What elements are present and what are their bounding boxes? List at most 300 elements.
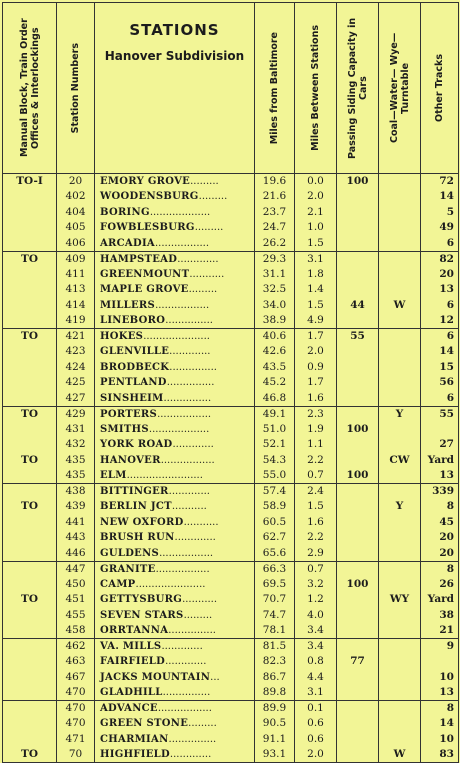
other-tracks-cell: 6 (421, 391, 459, 407)
siding-capacity-cell: 44 (337, 298, 379, 314)
leader-dots: ......... (183, 609, 213, 621)
station-name-cell (95, 360, 255, 376)
station-number-cell: 470 (57, 701, 95, 717)
miles-between-cell: 1.5 (295, 236, 337, 252)
other-tracks-cell: 8 (421, 499, 459, 515)
station-name: SEVEN STARS (100, 609, 184, 621)
station-name-cell (95, 499, 255, 515)
miles-between-cell: 2.0 (295, 747, 337, 763)
other-tracks-cell: 27 (421, 437, 459, 453)
siding-capacity-cell (337, 360, 379, 376)
station-name: ADVANCE (100, 703, 158, 714)
miles-from-baltimore-cell: 89.9 (255, 701, 295, 717)
miles-from-baltimore-cell: 93.1 (255, 747, 295, 763)
station-number-cell: 406 (57, 236, 95, 252)
leader-dots: ............. (169, 346, 211, 358)
siding-capacity-cell (337, 546, 379, 562)
leader-dots: ......... (188, 718, 217, 730)
station-name: PORTERS (100, 408, 158, 420)
other-tracks-cell: Yard (421, 592, 459, 608)
coal-water-cell (379, 577, 421, 593)
leader-dots: ................... (149, 206, 211, 218)
miles-from-baltimore-cell: 90.5 (255, 716, 295, 732)
table-row (3, 313, 459, 329)
office-cell (3, 189, 57, 205)
miles-between-cell: 2.2 (295, 453, 337, 469)
station-name-cell (95, 670, 255, 686)
station-name-cell (95, 685, 255, 701)
station-number-cell: 438 (57, 484, 95, 500)
station-number-cell: 462 (57, 639, 95, 655)
station-number-cell: 471 (57, 732, 95, 748)
leader-dots: ............... (166, 377, 215, 389)
table-row (3, 577, 459, 593)
office-cell (3, 732, 57, 748)
miles-baltimore-header: Miles from Baltimore (255, 3, 295, 174)
station-name-cell (95, 561, 255, 577)
station-name: BRODBECK (100, 361, 170, 373)
other-tracks-cell: 20 (421, 267, 459, 283)
station-name: GRANITE (100, 563, 156, 575)
station-name: PENTLAND (100, 377, 167, 389)
office-cell (3, 298, 57, 314)
miles-between-cell: 1.1 (295, 437, 337, 453)
coal-water-cell: WY (379, 592, 421, 608)
station-name-cell (95, 205, 255, 221)
station-name: GETTYSBURG (100, 594, 183, 606)
header-row (3, 3, 459, 174)
office-cell (3, 623, 57, 639)
station-name: ELM (100, 470, 127, 481)
station-name-cell (95, 577, 255, 593)
other-tracks-cell: 45 (421, 515, 459, 531)
office-cell (3, 344, 57, 360)
other-tracks-cell: 38 (421, 608, 459, 624)
office-cell (3, 716, 57, 732)
station-name-cell (95, 468, 255, 484)
miles-from-baltimore-cell: 45.2 (255, 375, 295, 391)
miles-between-cell: 2.0 (295, 344, 337, 360)
miles-from-baltimore-cell: 43.5 (255, 360, 295, 376)
coal-water-cell (379, 530, 421, 546)
miles-from-baltimore-cell: 54.3 (255, 453, 295, 469)
table-row (3, 220, 459, 236)
station-name-cell (95, 174, 255, 190)
table-row (3, 716, 459, 732)
office-cell (3, 701, 57, 717)
stations-title: STATIONS (129, 21, 220, 39)
station-number-cell: 441 (57, 515, 95, 531)
station-name: GREENMOUNT (100, 268, 190, 280)
siding-capacity-cell (337, 716, 379, 732)
table-row (3, 685, 459, 701)
other-tracks-cell: 72 (421, 174, 459, 190)
office-cell (3, 236, 57, 252)
table-row (3, 747, 459, 763)
station-number-cell: 421 (57, 329, 95, 345)
station-number-cell: 439 (57, 499, 95, 515)
miles-between-cell: 2.9 (295, 546, 337, 562)
station-name-cell (95, 298, 255, 314)
station-name-cell (95, 329, 255, 345)
table-row (3, 468, 459, 484)
station-name-cell (95, 453, 255, 469)
miles-between-cell: 2.2 (295, 530, 337, 546)
station-name: ARCADIA (100, 237, 155, 249)
siding-capacity-cell (337, 670, 379, 686)
other-tracks-cell: 9 (421, 639, 459, 655)
table-row (3, 298, 459, 314)
station-name-cell (95, 716, 255, 732)
leader-dots: ............... (163, 392, 212, 404)
station-name: GLADHILL (100, 687, 163, 698)
other-tracks-cell: 6 (421, 236, 459, 252)
coal-water-cell (379, 623, 421, 639)
miles-from-baltimore-cell: 82.3 (255, 654, 295, 670)
miles-from-baltimore-cell: 34.0 (255, 298, 295, 314)
miles-between-cell: 1.6 (295, 515, 337, 531)
station-name: FOWBLESBURG (100, 222, 195, 234)
table-row (3, 375, 459, 391)
station-number-cell: 427 (57, 391, 95, 407)
miles-from-baltimore-cell: 32.5 (255, 282, 295, 298)
table-row (3, 174, 459, 190)
miles-between-cell: 3.1 (295, 685, 337, 701)
coal-water-cell (379, 313, 421, 329)
other-tracks-cell: 82 (421, 251, 459, 267)
miles-between-header: Miles Between Stations (295, 3, 337, 174)
siding-capacity-cell: 100 (337, 422, 379, 438)
station-number-cell: 411 (57, 267, 95, 283)
leader-dots: ......... (198, 191, 228, 203)
miles-between-cell: 1.9 (295, 422, 337, 438)
office-cell: TO-I (3, 174, 57, 190)
siding-capacity-cell (337, 267, 379, 283)
miles-between-cell: 4.4 (295, 670, 337, 686)
other-tracks-cell: 339 (421, 484, 459, 500)
station-name: HIGHFIELD (100, 749, 170, 760)
miles-between-cell: 3.4 (295, 623, 337, 639)
leader-dots: ............. (169, 749, 212, 760)
miles-from-baltimore-cell: 58.9 (255, 499, 295, 515)
station-name-cell (95, 220, 255, 236)
office-header: Manual Block, Train Order Offices & Interlockings (3, 3, 57, 174)
station-name-cell (95, 654, 255, 670)
miles-between-cell: 1.8 (295, 267, 337, 283)
miles-from-baltimore-cell: 65.6 (255, 546, 295, 562)
miles-between-cell: 0.6 (295, 732, 337, 748)
miles-from-baltimore-cell: 86.7 (255, 670, 295, 686)
office-cell (3, 205, 57, 221)
siding-capacity-cell (337, 639, 379, 655)
leader-dots: ............. (172, 439, 214, 451)
office-cell (3, 282, 57, 298)
coal-water-cell: W (379, 747, 421, 763)
station-name-cell (95, 747, 255, 763)
miles-from-baltimore-cell: 60.5 (255, 515, 295, 531)
station-number-cell: 419 (57, 313, 95, 329)
miles-from-baltimore-cell: 49.1 (255, 406, 295, 422)
station-number-cell: 70 (57, 747, 95, 763)
leader-dots: ........... (189, 268, 225, 280)
miles-from-baltimore-cell: 40.6 (255, 329, 295, 345)
station-number-cell: 423 (57, 344, 95, 360)
miles-from-baltimore-cell: 55.0 (255, 468, 295, 484)
office-cell: TO (3, 453, 57, 469)
siding-capacity-cell: 100 (337, 577, 379, 593)
miles-between-cell: 2.0 (295, 189, 337, 205)
coal-water-cell (379, 732, 421, 748)
other-tracks-cell: 10 (421, 732, 459, 748)
coal-water-cell (379, 220, 421, 236)
coal-water-cell (379, 639, 421, 655)
table-row (3, 670, 459, 686)
station-number-cell: 404 (57, 205, 95, 221)
siding-capacity-cell (337, 406, 379, 422)
miles-between-cell: 1.6 (295, 391, 337, 407)
siding-capacity-cell (337, 453, 379, 469)
office-cell (3, 391, 57, 407)
station-name: BITTINGER (100, 486, 169, 497)
station-name: HAMPSTEAD (100, 253, 178, 265)
siding-capacity-cell (337, 391, 379, 407)
other-tracks-cell: 55 (421, 406, 459, 422)
office-cell: TO (3, 406, 57, 422)
table-row (3, 282, 459, 298)
miles-from-baltimore-cell: 24.7 (255, 220, 295, 236)
miles-between-cell: 0.9 (295, 360, 337, 376)
station-name: SMITHS (100, 423, 149, 435)
coal-water-cell (379, 561, 421, 577)
leader-dots: ............. (161, 641, 203, 652)
siding-capacity-cell (337, 732, 379, 748)
miles-from-baltimore-cell: 31.1 (255, 267, 295, 283)
miles-between-cell: 3.4 (295, 639, 337, 655)
other-tracks-cell: 20 (421, 530, 459, 546)
leader-dots: ............. (168, 486, 210, 497)
siding-capacity-cell (337, 282, 379, 298)
station-name-cell (95, 701, 255, 717)
office-cell (3, 608, 57, 624)
miles-from-baltimore-cell: 69.5 (255, 577, 295, 593)
table-row (3, 623, 459, 639)
station-name-cell (95, 623, 255, 639)
miles-between-cell: 2.3 (295, 406, 337, 422)
station-name: VA. MILLS (100, 641, 162, 652)
coal-water-cell: Y (379, 499, 421, 515)
station-name: ORRTANNA (100, 625, 169, 636)
station-name: WOODENSBURG (100, 191, 199, 203)
station-name-cell (95, 282, 255, 298)
station-name: CAMP (100, 578, 136, 590)
siding-capacity-cell (337, 375, 379, 391)
station-name: YORK ROAD (100, 439, 173, 451)
leader-dots: ............... (162, 687, 211, 698)
station-number-cell: 424 (57, 360, 95, 376)
siding-capacity-cell (337, 236, 379, 252)
siding-capacity-cell (337, 747, 379, 763)
office-cell (3, 530, 57, 546)
leader-dots: ................. (157, 408, 212, 420)
station-name-cell (95, 437, 255, 453)
miles-from-baltimore-cell: 57.4 (255, 484, 295, 500)
leader-dots: ..................... (143, 331, 210, 342)
coal-water-cell (379, 267, 421, 283)
table-row (3, 515, 459, 531)
siding-capacity-cell (337, 515, 379, 531)
station-name: BERLIN JCT (100, 501, 172, 513)
leader-dots: ............... (168, 625, 216, 636)
leader-dots: ................. (155, 237, 210, 249)
table-row (3, 267, 459, 283)
office-cell (3, 639, 57, 655)
table-row (3, 639, 459, 655)
office-cell (3, 561, 57, 577)
other-tracks-cell: 10 (421, 670, 459, 686)
office-cell (3, 422, 57, 438)
station-numbers-header: Station Numbers (57, 3, 95, 174)
leader-dots: ......... (194, 222, 224, 234)
table-row (3, 608, 459, 624)
siding-capacity-cell (337, 205, 379, 221)
miles-between-cell: 0.1 (295, 701, 337, 717)
station-number-cell: 425 (57, 375, 95, 391)
station-name-cell (95, 530, 255, 546)
siding-capacity-cell: 77 (337, 654, 379, 670)
coal-water-cell (379, 546, 421, 562)
leader-dots: ............. (165, 656, 207, 668)
miles-between-cell: 4.0 (295, 608, 337, 624)
miles-from-baltimore-cell: 70.7 (255, 592, 295, 608)
table-row (3, 654, 459, 670)
other-tracks-cell: 56 (421, 375, 459, 391)
other-tracks-cell: 21 (421, 623, 459, 639)
station-name-cell (95, 391, 255, 407)
siding-capacity-cell (337, 313, 379, 329)
leader-dots: ................. (159, 547, 214, 559)
other-tracks-cell: 20 (421, 546, 459, 562)
other-tracks-cell: 6 (421, 329, 459, 345)
station-number-cell: 470 (57, 685, 95, 701)
miles-from-baltimore-cell: 38.9 (255, 313, 295, 329)
leader-dots: ........... (183, 516, 219, 528)
station-name-cell (95, 236, 255, 252)
other-tracks-cell: 13 (421, 685, 459, 701)
siding-capacity-cell (337, 592, 379, 608)
siding-capacity-cell (337, 530, 379, 546)
office-cell: TO (3, 499, 57, 515)
miles-from-baltimore-cell: 19.6 (255, 174, 295, 190)
other-tracks-cell: 14 (421, 716, 459, 732)
office-cell: TO (3, 251, 57, 267)
miles-between-cell: 1.2 (295, 592, 337, 608)
miles-between-cell: 2.4 (295, 484, 337, 500)
coal-water-cell (379, 189, 421, 205)
siding-capacity-cell: 100 (337, 468, 379, 484)
siding-capacity-cell (337, 251, 379, 267)
miles-between-cell: 0.7 (295, 468, 337, 484)
station-number-cell: 431 (57, 422, 95, 438)
station-number-cell: 414 (57, 298, 95, 314)
miles-from-baltimore-cell: 78.1 (255, 623, 295, 639)
station-name-cell (95, 422, 255, 438)
miles-between-cell: 3.1 (295, 251, 337, 267)
leader-dots: ... (210, 671, 220, 683)
station-number-cell: 446 (57, 546, 95, 562)
office-cell (3, 546, 57, 562)
station-number-cell: 435 (57, 453, 95, 469)
leader-dots: ................... (148, 423, 210, 435)
miles-from-baltimore-cell: 91.1 (255, 732, 295, 748)
coal-water-cell (379, 654, 421, 670)
station-name: CHARMIAN (100, 733, 169, 745)
other-tracks-cell: 49 (421, 220, 459, 236)
station-name-cell (95, 189, 255, 205)
table-row (3, 546, 459, 562)
siding-capacity-cell (337, 344, 379, 360)
other-tracks-cell: 14 (421, 344, 459, 360)
other-tracks-cell: 83 (421, 747, 459, 763)
miles-from-baltimore-cell: 52.1 (255, 437, 295, 453)
office-cell (3, 670, 57, 686)
table-row (3, 453, 459, 469)
office-cell (3, 313, 57, 329)
station-name: HANOVER (100, 454, 161, 466)
table-row (3, 592, 459, 608)
coal-water-cell (379, 437, 421, 453)
other-tracks-cell: 8 (421, 701, 459, 717)
station-name: BORING (100, 206, 150, 218)
siding-capacity-cell (337, 561, 379, 577)
miles-from-baltimore-cell: 51.0 (255, 422, 295, 438)
coal-water-cell (379, 375, 421, 391)
siding-capacity-cell (337, 608, 379, 624)
miles-between-cell: 1.0 (295, 220, 337, 236)
office-cell: TO (3, 592, 57, 608)
coal-water-cell (379, 422, 421, 438)
station-name: BRUSH RUN (100, 532, 175, 544)
other-tracks-cell: 12 (421, 313, 459, 329)
station-number-cell: 435 (57, 468, 95, 484)
miles-from-baltimore-cell: 29.3 (255, 251, 295, 267)
miles-between-cell: 0.8 (295, 654, 337, 670)
office-cell (3, 515, 57, 531)
office-cell (3, 375, 57, 391)
table-row (3, 236, 459, 252)
station-name-cell (95, 732, 255, 748)
leader-dots: ................. (155, 299, 210, 311)
coal-water-cell (379, 360, 421, 376)
leader-dots: ............. (177, 253, 219, 265)
coal-water-cell (379, 174, 421, 190)
miles-from-baltimore-cell: 42.6 (255, 344, 295, 360)
siding-capacity-cell (337, 701, 379, 717)
station-name: FAIRFIELD (100, 656, 166, 668)
miles-between-cell: 2.1 (295, 205, 337, 221)
station-name: HOKES (100, 331, 144, 342)
station-number-cell: 467 (57, 670, 95, 686)
table-row (3, 499, 459, 515)
coal-water-cell (379, 670, 421, 686)
office-cell (3, 267, 57, 283)
leader-dots: ............... (169, 361, 217, 373)
station-name-cell (95, 251, 255, 267)
miles-from-baltimore-cell: 26.2 (255, 236, 295, 252)
station-name-cell (95, 375, 255, 391)
coal-water-cell (379, 236, 421, 252)
station-name: GLENVILLE (100, 346, 170, 358)
other-tracks-cell: 13 (421, 282, 459, 298)
